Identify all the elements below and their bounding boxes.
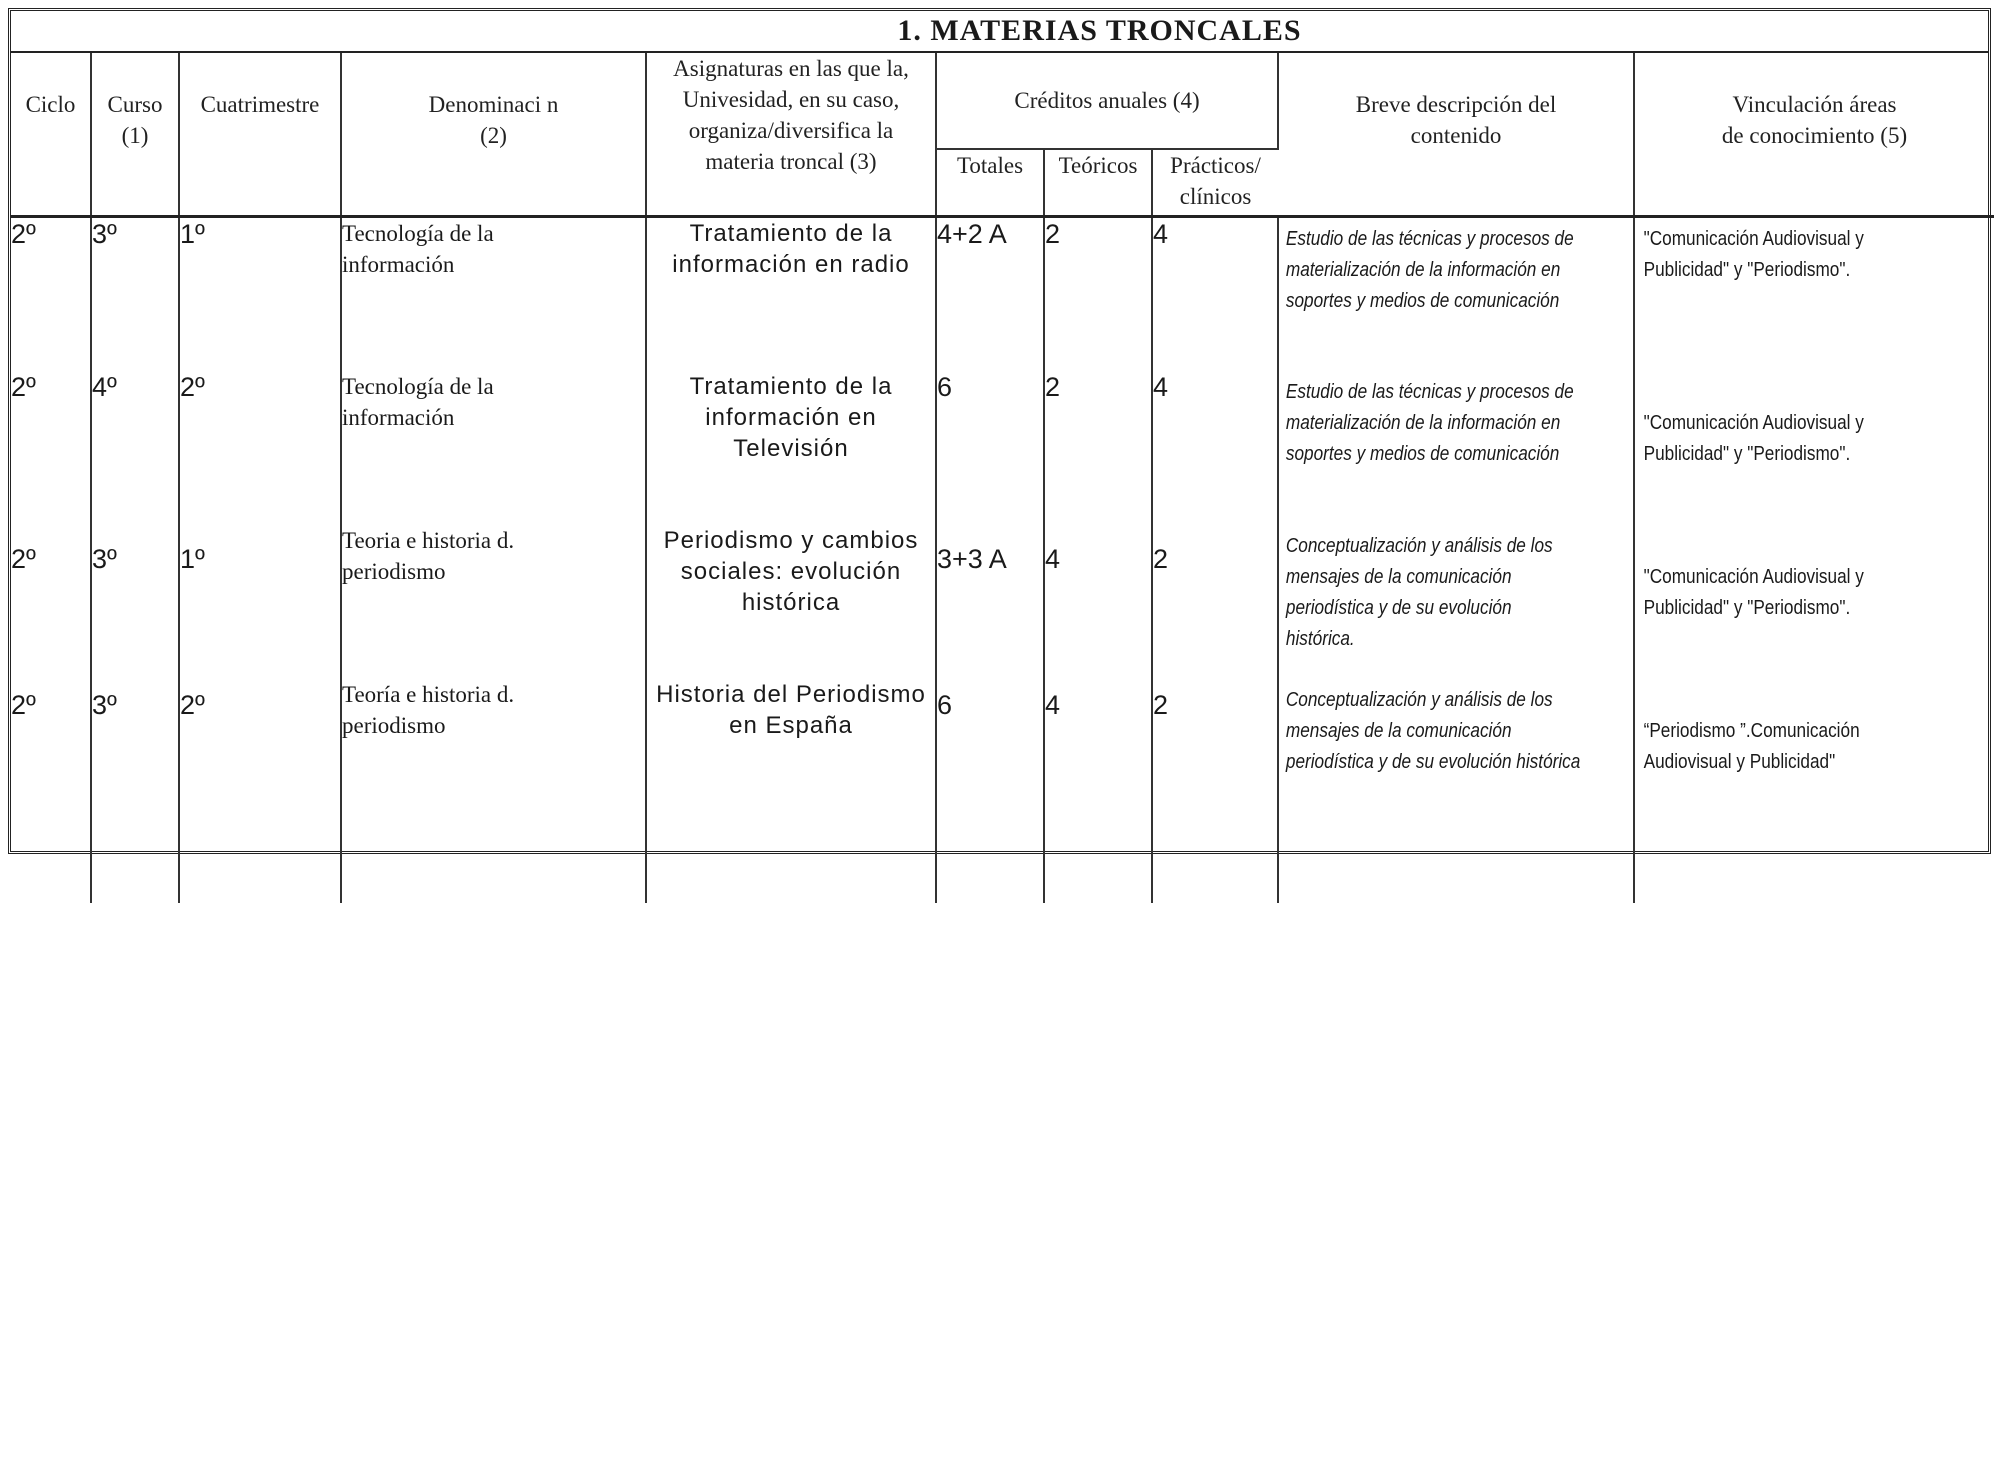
cell-descripcion-line-3: soportes y medios de comunicación xyxy=(1285,442,1560,465)
header-vinculacion-line-1: Vinculación áreas xyxy=(1732,92,1897,117)
cell-descripcion-line-1: Conceptualización y análisis de los xyxy=(1285,534,1553,557)
cell-practicos: 2 xyxy=(1152,679,1278,903)
header-ciclo xyxy=(11,53,91,215)
cell-practicos: 4 xyxy=(1152,217,1278,371)
header-creditos-label: Créditos anuales (4) xyxy=(1014,88,1200,113)
cell-totales: 3+3 A xyxy=(936,525,1044,679)
cell-asignatura-line-1: Periodismo y cambios xyxy=(663,526,919,554)
cell-asignatura-line-1: Historia del Periodismo xyxy=(656,680,926,708)
cell-denominacion-line-2: información xyxy=(342,252,455,277)
cell-descripcion xyxy=(1278,371,1634,525)
cell-asignatura xyxy=(646,525,936,679)
cell-denominacion xyxy=(341,525,646,679)
cell-area-line-2: Publicidad" y "Periodismo". xyxy=(1643,596,1851,619)
cell-area-line-1: “Periodismo ”.Comunicación xyxy=(1643,719,1860,742)
cell-denominacion-line-1: Tecnología de la xyxy=(342,221,494,246)
table-row xyxy=(11,371,1994,525)
cell-teoricos: 2 xyxy=(1044,217,1152,371)
cell-descripcion-line-3: periodística y de su evolución histórica xyxy=(1285,750,1581,773)
table-row xyxy=(11,217,1994,371)
cell-descripcion-line-1: Estudio de las técnicas y procesos de xyxy=(1285,228,1574,250)
table-row xyxy=(11,679,1994,903)
cell-teoricos: 2 xyxy=(1044,371,1152,525)
header-cuatrimestre-label: Cuatrimestre xyxy=(200,92,320,117)
header-ciclo-label: Ciclo xyxy=(25,92,76,117)
header-practicos-line-2: clínicos xyxy=(1179,184,1252,209)
header-row xyxy=(11,53,1994,149)
cell-descripcion xyxy=(1278,217,1634,371)
cell-ciclo: 2º xyxy=(11,679,91,903)
cell-asignatura-line-1: Tratamiento de la xyxy=(689,372,893,400)
cell-ciclo: 2º xyxy=(11,371,91,525)
header-totales xyxy=(936,149,1044,215)
cell-denominacion-line-1: Teoría e historia d. xyxy=(342,681,515,707)
cell-area-line-2: Publicidad" y "Periodismo". xyxy=(1643,442,1851,465)
cell-cuatrimestre: 1º xyxy=(179,217,341,371)
cell-descripcion xyxy=(1278,679,1634,903)
materias-table xyxy=(11,53,1994,903)
cell-asignatura-line-2: sociales: evolución xyxy=(680,557,902,585)
cell-area xyxy=(1634,371,1994,525)
cell-asignatura-line-2: información en radio xyxy=(672,251,910,278)
cell-totales: 6 xyxy=(936,371,1044,525)
cell-descripcion-line-2: mensajes de la comunicación xyxy=(1285,565,1512,588)
header-asignaturas-line-4: materia troncal (3) xyxy=(705,149,877,174)
cell-cuatrimestre: 1º xyxy=(179,525,341,679)
header-denominacion xyxy=(341,53,646,215)
cell-denominacion xyxy=(341,371,646,525)
cell-cuatrimestre: 2º xyxy=(179,679,341,903)
header-asignaturas-line-3: organiza/diversifica la xyxy=(688,118,894,143)
cell-descripcion-line-4: histórica. xyxy=(1285,627,1355,650)
cell-descripcion-line-3: soportes y medios de comunicación xyxy=(1285,290,1560,312)
cell-descripcion-line-1: Conceptualización y análisis de los xyxy=(1285,688,1553,711)
cell-area xyxy=(1634,679,1994,903)
cell-descripcion-line-2: mensajes de la comunicación xyxy=(1285,719,1512,742)
header-denominacion-label: Denominaci n xyxy=(428,92,559,117)
cell-area xyxy=(1634,525,1994,679)
cell-asignatura-line-1: Tratamiento de la xyxy=(689,220,893,247)
header-practicos-line-1: Prácticos/ xyxy=(1170,153,1261,178)
header-asignaturas-line-2: Univesidad, en su caso, xyxy=(682,87,900,112)
cell-descripcion-line-3: periodística y de su evolución xyxy=(1285,596,1512,619)
cell-curso: 3º xyxy=(91,679,179,903)
cell-asignatura xyxy=(646,679,936,903)
table-title-bar xyxy=(11,11,1988,53)
cell-totales: 4+2 A xyxy=(936,217,1044,371)
cell-area-line-2: Publicidad" y "Periodismo". xyxy=(1643,259,1851,281)
cell-ciclo: 2º xyxy=(11,217,91,371)
materias-troncales-table-frame xyxy=(8,8,1991,854)
cell-descripcion xyxy=(1278,525,1634,679)
cell-area-line-1: "Comunicación Audiovisual y xyxy=(1643,565,1864,588)
cell-asignatura-line-2: información en xyxy=(705,403,877,431)
header-asignaturas-line-1: Asignaturas en las que la, xyxy=(673,56,909,81)
cell-denominacion xyxy=(341,679,646,903)
cell-asignatura-line-3: Televisión xyxy=(733,434,849,462)
cell-totales: 6 xyxy=(936,679,1044,903)
cell-practicos: 2 xyxy=(1152,525,1278,679)
cell-curso: 3º xyxy=(91,525,179,679)
header-practicos xyxy=(1152,149,1278,215)
cell-asignatura xyxy=(646,371,936,525)
cell-practicos: 4 xyxy=(1152,371,1278,525)
cell-asignatura xyxy=(646,217,936,371)
header-descripcion-line-2: contenido xyxy=(1410,123,1502,148)
cell-descripcion-line-1: Estudio de las técnicas y procesos de xyxy=(1285,380,1574,403)
cell-descripcion-line-2: materialización de la información en xyxy=(1285,259,1561,281)
cell-denominacion-line-2: periodismo xyxy=(342,558,446,584)
cell-denominacion xyxy=(341,217,646,371)
header-teoricos xyxy=(1044,149,1152,215)
cell-asignatura-line-3: histórica xyxy=(741,588,841,616)
cell-area-line-1: "Comunicación Audiovisual y xyxy=(1643,411,1864,434)
cell-area-line-1: "Comunicación Audiovisual y xyxy=(1643,228,1864,250)
cell-asignatura-line-2: en España xyxy=(729,711,853,739)
cell-denominacion-line-1: Tecnología de la xyxy=(342,373,494,399)
header-curso xyxy=(91,53,179,215)
cell-ciclo: 2º xyxy=(11,525,91,679)
header-cuatrimestre xyxy=(179,53,341,215)
header-denominacion-note: (2) xyxy=(480,123,507,148)
header-vinculacion xyxy=(1634,53,1994,215)
header-teoricos-label: Teóricos xyxy=(1058,153,1138,178)
header-totales-label: Totales xyxy=(956,153,1024,178)
cell-descripcion-line-2: materialización de la información en xyxy=(1285,411,1561,434)
header-creditos-anuales xyxy=(936,53,1278,149)
cell-denominacion-line-2: información xyxy=(342,404,455,430)
header-descripcion-line-1: Breve descripción del xyxy=(1355,92,1557,117)
header-descripcion xyxy=(1278,53,1634,215)
header-asignaturas xyxy=(646,53,936,215)
cell-area-line-2: Audiovisual y Publicidad" xyxy=(1643,750,1836,773)
cell-curso: 3º xyxy=(91,217,179,371)
cell-curso: 4º xyxy=(91,371,179,525)
cell-teoricos: 4 xyxy=(1044,525,1152,679)
table-row xyxy=(11,525,1994,679)
header-vinculacion-line-2: de conocimiento (5) xyxy=(1721,123,1908,148)
cell-denominacion-line-1: Teoria e historia d. xyxy=(342,527,515,553)
cell-cuatrimestre: 2º xyxy=(179,371,341,525)
header-curso-note: (1) xyxy=(121,123,149,148)
cell-teoricos: 4 xyxy=(1044,679,1152,903)
table-title: 1. MATERIAS TRONCALES xyxy=(897,14,1302,47)
cell-area xyxy=(1634,217,1994,371)
header-curso-label: Curso xyxy=(107,92,163,117)
cell-denominacion-line-2: periodismo xyxy=(342,712,446,738)
